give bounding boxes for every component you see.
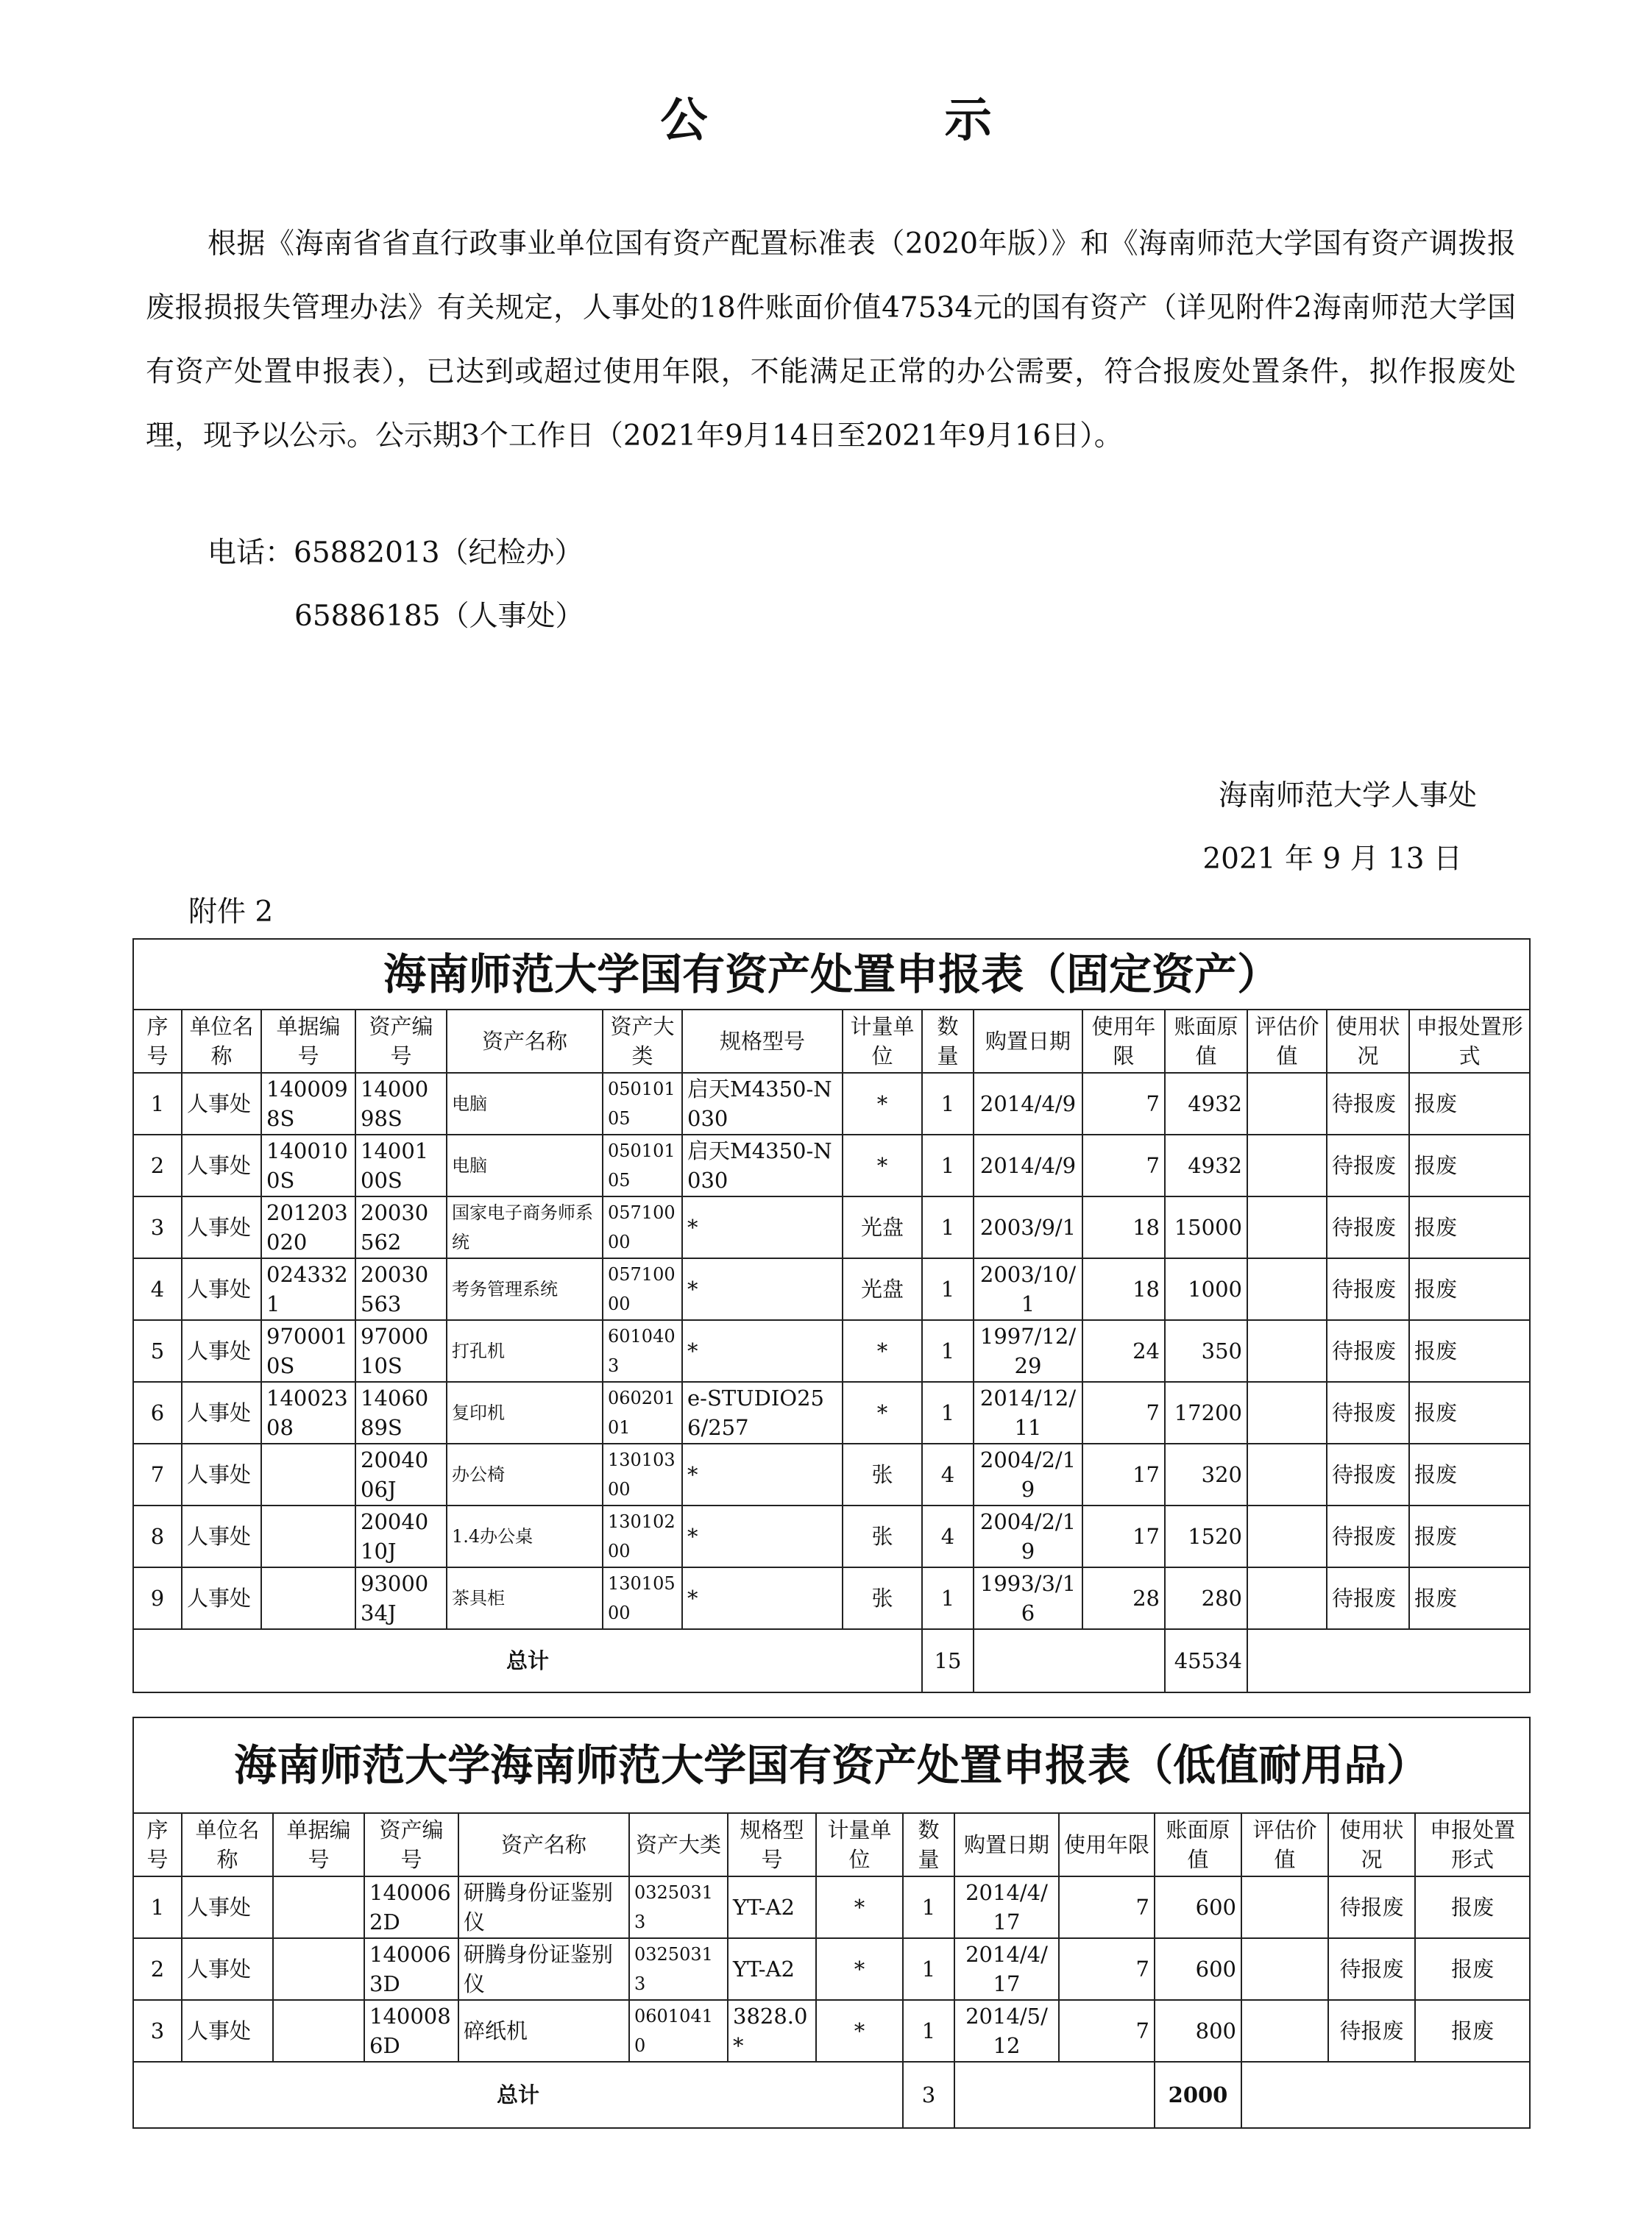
- cell-measure-unit: 张: [843, 1506, 922, 1567]
- total-book-value: 2000: [1155, 2062, 1241, 2128]
- cell-measure-unit: *: [843, 1135, 922, 1196]
- cell-asset-no: 1400098S: [355, 1073, 447, 1135]
- cell-seq: 1: [133, 1876, 182, 1938]
- cell-doc-no: 1400098S: [261, 1073, 355, 1135]
- cell-category: 03250313: [629, 1876, 728, 1938]
- cell-asset-name: 打孔机: [447, 1320, 603, 1382]
- cell-category: 13010200: [603, 1506, 682, 1567]
- cell-measure-unit: *: [816, 1876, 903, 1938]
- table-row: [133, 1938, 1530, 2000]
- header-book-value: 账面原值: [1165, 1010, 1247, 1073]
- cell-unit: 人事处: [182, 2000, 273, 2062]
- cell-book-value: 17200: [1165, 1382, 1247, 1444]
- signature-org: 海南师范大学人事处: [1218, 779, 1477, 812]
- cell-seq: 4: [133, 1258, 182, 1320]
- cell-category: 05010105: [603, 1073, 682, 1135]
- cell-disposal-form: 报废: [1409, 1073, 1530, 1135]
- header-unit: 单位名称: [182, 1010, 261, 1073]
- cell-service-life: 24: [1082, 1320, 1165, 1382]
- header-purchase-date: 购置日期: [974, 1010, 1082, 1073]
- cell-category: 05010105: [603, 1135, 682, 1196]
- table-row: [133, 1258, 1530, 1320]
- cell-asset-name: 电脑: [447, 1135, 603, 1196]
- cell-spec: *: [682, 1320, 843, 1382]
- cell-measure-unit: 张: [843, 1567, 922, 1629]
- cell-disposal-form: 报废: [1415, 1938, 1530, 2000]
- cell-spec: 3828.0*: [728, 2000, 816, 2062]
- cell-doc-no: 9700010S: [261, 1320, 355, 1382]
- cell-assessed-value: [1247, 1567, 1327, 1629]
- fixed-assets-table: [132, 938, 1531, 1693]
- cell-status: 待报废: [1327, 1382, 1409, 1444]
- cell-service-life: 17: [1082, 1444, 1165, 1506]
- header-category: 资产大类: [603, 1010, 682, 1073]
- total-quantity: 15: [922, 1629, 974, 1692]
- cell-spec: 启天M4350-N030: [682, 1135, 843, 1196]
- header-doc-no: 单据编号: [273, 1813, 364, 1876]
- table-row: [133, 1876, 1530, 1938]
- cell-assessed-value: [1241, 1938, 1328, 2000]
- cell-status: 待报废: [1327, 1135, 1409, 1196]
- cell-assessed-value: [1247, 1320, 1327, 1382]
- header-asset-no: 资产编号: [355, 1010, 447, 1073]
- cell-seq: 2: [133, 1938, 182, 2000]
- signature-date: 2021 年 9 月 13 日: [1202, 843, 1462, 876]
- cell-qty: 1: [922, 1196, 974, 1258]
- cell-disposal-form: 报废: [1409, 1382, 1530, 1444]
- table-row: [133, 1444, 1530, 1506]
- cell-purchase-date: 2003/10/1: [974, 1258, 1082, 1320]
- cell-purchase-date: 2014/5/12: [954, 2000, 1059, 2062]
- cell-assessed-value: [1247, 1506, 1327, 1567]
- cell-book-value: 600: [1155, 1938, 1241, 2000]
- cell-asset-no: 9700010S: [355, 1320, 447, 1382]
- header-assessed-value: 评估价值: [1241, 1813, 1328, 1876]
- cell-status: 待报废: [1328, 1938, 1415, 2000]
- header-seq: 序号: [133, 1813, 182, 1876]
- cell-asset-name: 研腾身份证鉴别仪: [458, 1938, 629, 2000]
- cell-purchase-date: 2014/4/9: [974, 1135, 1082, 1196]
- table-header-row: [133, 1813, 1530, 1876]
- header-service-life: 使用年限: [1082, 1010, 1165, 1073]
- cell-qty: 4: [922, 1506, 974, 1567]
- cell-status: 待报废: [1327, 1444, 1409, 1506]
- cell-seq: 2: [133, 1135, 182, 1196]
- cell-disposal-form: 报废: [1415, 1876, 1530, 1938]
- header-category: 资产大类: [629, 1813, 728, 1876]
- total-empty: [1241, 2062, 1530, 2128]
- cell-measure-unit: *: [816, 2000, 903, 2062]
- cell-measure-unit: *: [843, 1382, 922, 1444]
- cell-category: 05710000: [603, 1258, 682, 1320]
- cell-book-value: 1000: [1165, 1258, 1247, 1320]
- cell-unit: 人事处: [182, 1876, 273, 1938]
- cell-qty: 1: [922, 1382, 974, 1444]
- header-unit: 单位名称: [182, 1813, 273, 1876]
- cell-asset-no: 2004010J: [355, 1506, 447, 1567]
- cell-doc-no: [261, 1444, 355, 1506]
- cell-unit: 人事处: [182, 1320, 261, 1382]
- header-doc-no: 单据编号: [261, 1010, 355, 1073]
- cell-asset-no: 1400062D: [364, 1876, 458, 1938]
- attachment-label: 附件 2: [188, 896, 274, 929]
- cell-purchase-date: 1997/12/29: [974, 1320, 1082, 1382]
- total-book-value: 45534: [1165, 1629, 1247, 1692]
- cell-asset-no: 9300034J: [355, 1567, 447, 1629]
- cell-category: 06020101: [603, 1382, 682, 1444]
- fixed-assets-title: 海南师范大学国有资产处置申报表（固定资产）: [133, 939, 1530, 1010]
- header-service-life: 使用年限: [1059, 1813, 1155, 1876]
- cell-service-life: 7: [1082, 1135, 1165, 1196]
- cell-asset-no: 1400063D: [364, 1938, 458, 2000]
- cell-spec: YT-A2: [728, 1938, 816, 2000]
- cell-seq: 3: [133, 2000, 182, 2062]
- cell-purchase-date: 2004/2/19: [974, 1444, 1082, 1506]
- cell-asset-no: 1406089S: [355, 1382, 447, 1444]
- header-spec: 规格型号: [682, 1010, 843, 1073]
- cell-spec: *: [682, 1196, 843, 1258]
- cell-doc-no: [261, 1567, 355, 1629]
- phone-row-1: [208, 530, 584, 571]
- total-empty: [1247, 1629, 1530, 1692]
- cell-seq: 9: [133, 1567, 182, 1629]
- cell-measure-unit: *: [843, 1073, 922, 1135]
- cell-book-value: 600: [1155, 1876, 1241, 1938]
- cell-status: 待报废: [1327, 1073, 1409, 1135]
- cell-qty: 1: [922, 1258, 974, 1320]
- cell-asset-name: 碎纸机: [458, 2000, 629, 2062]
- cell-disposal-form: 报废: [1415, 2000, 1530, 2062]
- cell-asset-name: 1.4办公桌: [447, 1506, 603, 1567]
- header-disposal-form: 申报处置形式: [1409, 1010, 1530, 1073]
- cell-assessed-value: [1247, 1073, 1327, 1135]
- cell-asset-name: 研腾身份证鉴别仪: [458, 1876, 629, 1938]
- cell-assessed-value: [1241, 2000, 1328, 2062]
- header-qty: 数量: [922, 1010, 974, 1073]
- total-label: 总计: [133, 1629, 922, 1692]
- cell-seq: 3: [133, 1196, 182, 1258]
- cell-purchase-date: 2014/4/9: [974, 1073, 1082, 1135]
- table-row: [133, 1073, 1530, 1135]
- cell-assessed-value: [1247, 1258, 1327, 1320]
- cell-doc-no: 14002308: [261, 1382, 355, 1444]
- cell-spec: *: [682, 1444, 843, 1506]
- cell-service-life: 7: [1059, 1876, 1155, 1938]
- cell-status: 待报废: [1327, 1567, 1409, 1629]
- total-quantity: 3: [903, 2062, 954, 2128]
- cell-doc-no: [273, 2000, 364, 2062]
- cell-assessed-value: [1247, 1382, 1327, 1444]
- cell-doc-no: 201203020: [261, 1196, 355, 1258]
- header-spec: 规格型号: [728, 1813, 816, 1876]
- cell-book-value: 1520: [1165, 1506, 1247, 1567]
- cell-measure-unit: 光盘: [843, 1258, 922, 1320]
- cell-doc-no: [273, 1876, 364, 1938]
- cell-service-life: 18: [1082, 1258, 1165, 1320]
- cell-purchase-date: 2014/4/17: [954, 1876, 1059, 1938]
- cell-unit: 人事处: [182, 1444, 261, 1506]
- cell-category: 13010300: [603, 1444, 682, 1506]
- header-asset-name: 资产名称: [458, 1813, 629, 1876]
- cell-book-value: 280: [1165, 1567, 1247, 1629]
- cell-unit: 人事处: [182, 1073, 261, 1135]
- cell-spec: e-STUDIO256/257: [682, 1382, 843, 1444]
- total-row: [133, 2062, 1530, 2128]
- cell-unit: 人事处: [182, 1938, 273, 2000]
- cell-seq: 8: [133, 1506, 182, 1567]
- cell-disposal-form: 报废: [1409, 1567, 1530, 1629]
- cell-status: 待报废: [1328, 1876, 1415, 1938]
- total-label: 总计: [133, 2062, 903, 2128]
- cell-service-life: 18: [1082, 1196, 1165, 1258]
- low-value-assets-title: 海南师范大学海南师范大学国有资产处置申报表（低值耐用品）: [133, 1717, 1530, 1813]
- cell-qty: 1: [922, 1135, 974, 1196]
- cell-book-value: 4932: [1165, 1073, 1247, 1135]
- cell-asset-name: 国家电子商务师系统: [447, 1196, 603, 1258]
- header-purchase-date: 购置日期: [954, 1813, 1059, 1876]
- total-row: [133, 1629, 1530, 1692]
- cell-disposal-form: 报废: [1409, 1320, 1530, 1382]
- cell-disposal-form: 报废: [1409, 1196, 1530, 1258]
- cell-status: 待报废: [1327, 1258, 1409, 1320]
- cell-seq: 6: [133, 1382, 182, 1444]
- cell-purchase-date: 2004/2/19: [974, 1506, 1082, 1567]
- cell-spec: 启天M4350-N030: [682, 1073, 843, 1135]
- cell-doc-no: [273, 1938, 364, 2000]
- cell-purchase-date: 2014/4/17: [954, 1938, 1059, 2000]
- header-measure-unit: 计量单位: [816, 1813, 903, 1876]
- table-row: [133, 1196, 1530, 1258]
- cell-assessed-value: [1247, 1444, 1327, 1506]
- cell-purchase-date: 2003/9/1: [974, 1196, 1082, 1258]
- cell-unit: 人事处: [182, 1135, 261, 1196]
- cell-service-life: 7: [1082, 1382, 1165, 1444]
- header-asset-no: 资产编号: [364, 1813, 458, 1876]
- cell-seq: 1: [133, 1073, 182, 1135]
- cell-asset-no: 20030563: [355, 1258, 447, 1320]
- cell-spec: YT-A2: [728, 1876, 816, 1938]
- cell-category: 05710000: [603, 1196, 682, 1258]
- cell-seq: 5: [133, 1320, 182, 1382]
- table-row: [133, 1320, 1530, 1382]
- cell-book-value: 15000: [1165, 1196, 1247, 1258]
- header-qty: 数量: [903, 1813, 954, 1876]
- cell-qty: 1: [903, 2000, 954, 2062]
- cell-service-life: 7: [1059, 1938, 1155, 2000]
- cell-disposal-form: 报废: [1409, 1444, 1530, 1506]
- cell-seq: 7: [133, 1444, 182, 1506]
- table-row: [133, 1382, 1530, 1444]
- cell-service-life: 7: [1059, 2000, 1155, 2062]
- header-disposal-form: 申报处置形式: [1415, 1813, 1530, 1876]
- header-measure-unit: 计量单位: [843, 1010, 922, 1073]
- cell-qty: 1: [903, 1876, 954, 1938]
- cell-measure-unit: 光盘: [843, 1196, 922, 1258]
- cell-category: 03250313: [629, 1938, 728, 2000]
- cell-assessed-value: [1247, 1196, 1327, 1258]
- cell-doc-no: [261, 1506, 355, 1567]
- cell-asset-name: 考务管理系统: [447, 1258, 603, 1320]
- cell-qty: 1: [922, 1567, 974, 1629]
- cell-spec: *: [682, 1506, 843, 1567]
- cell-doc-no: 0243321: [261, 1258, 355, 1320]
- cell-status: 待报废: [1327, 1196, 1409, 1258]
- cell-unit: 人事处: [182, 1196, 261, 1258]
- cell-qty: 1: [922, 1073, 974, 1135]
- cell-asset-no: 2004006J: [355, 1444, 447, 1506]
- cell-assessed-value: [1247, 1135, 1327, 1196]
- cell-assessed-value: [1241, 1876, 1328, 1938]
- cell-asset-no: 1400100S: [355, 1135, 447, 1196]
- total-empty: [974, 1629, 1165, 1692]
- cell-category: 06010410: [629, 2000, 728, 2062]
- cell-book-value: 320: [1165, 1444, 1247, 1506]
- cell-unit: 人事处: [182, 1506, 261, 1567]
- header-status: 使用状况: [1328, 1813, 1415, 1876]
- cell-category: 13010500: [603, 1567, 682, 1629]
- header-book-value: 账面原值: [1155, 1813, 1241, 1876]
- cell-measure-unit: 张: [843, 1444, 922, 1506]
- cell-book-value: 800: [1155, 2000, 1241, 2062]
- table-header-row: [133, 1010, 1530, 1073]
- cell-service-life: 7: [1082, 1073, 1165, 1135]
- cell-asset-name: 茶具柜: [447, 1567, 603, 1629]
- table-row: [133, 2000, 1530, 2062]
- cell-service-life: 28: [1082, 1567, 1165, 1629]
- cell-measure-unit: *: [843, 1320, 922, 1382]
- cell-service-life: 17: [1082, 1506, 1165, 1567]
- cell-status: 待报废: [1327, 1506, 1409, 1567]
- cell-disposal-form: 报废: [1409, 1258, 1530, 1320]
- cell-category: 6010403: [603, 1320, 682, 1382]
- table-row: [133, 1567, 1530, 1629]
- table-row: [133, 1135, 1530, 1196]
- cell-qty: 1: [922, 1320, 974, 1382]
- cell-unit: 人事处: [182, 1382, 261, 1444]
- notice-paragraph: 根据《海南省省直行政事业单位国有资产配置标准表（2020年版）》和《海南师范大学国有资产调拨报废报损报失管理办法》有关规定，人事处的18件账面价值47534元的国有资产（详见附件2海南师范大学国有资产处置申报表），已达到或超过使用年限，不能满足正常的办公需要，符合报废处置条件，拟作报废处理，现予以公示。公示期3个工作日（2021年9月14日至2021年9月16日）。: [146, 227, 1516, 453]
- header-status: 使用状况: [1327, 1010, 1409, 1073]
- phone-number-2: 65886185（人事处）: [294, 600, 584, 633]
- cell-purchase-date: 2014/12/11: [974, 1382, 1082, 1444]
- cell-measure-unit: *: [816, 1938, 903, 2000]
- cell-status: 待报废: [1328, 2000, 1415, 2062]
- cell-doc-no: 1400100S: [261, 1135, 355, 1196]
- cell-asset-name: 办公椅: [447, 1444, 603, 1506]
- cell-disposal-form: 报废: [1409, 1135, 1530, 1196]
- cell-book-value: 4932: [1165, 1135, 1247, 1196]
- cell-asset-name: 电脑: [447, 1073, 603, 1135]
- cell-unit: 人事处: [182, 1567, 261, 1629]
- header-asset-name: 资产名称: [447, 1010, 603, 1073]
- table-row: [133, 1506, 1530, 1567]
- cell-unit: 人事处: [182, 1258, 261, 1320]
- phone-label: 电话：: [208, 536, 294, 570]
- cell-spec: *: [682, 1567, 843, 1629]
- notice-title: 公 示: [660, 93, 1102, 148]
- cell-qty: 1: [903, 1938, 954, 2000]
- cell-purchase-date: 1993/3/16: [974, 1567, 1082, 1629]
- phone-number-1: 65882013（纪检办）: [294, 536, 584, 570]
- cell-book-value: 350: [1165, 1320, 1247, 1382]
- cell-qty: 4: [922, 1444, 974, 1506]
- cell-asset-no: 1400086D: [364, 2000, 458, 2062]
- total-empty: [954, 2062, 1155, 2128]
- header-assessed-value: 评估价值: [1247, 1010, 1327, 1073]
- cell-asset-no: 20030562: [355, 1196, 447, 1258]
- cell-disposal-form: 报废: [1409, 1506, 1530, 1567]
- cell-asset-name: 复印机: [447, 1382, 603, 1444]
- cell-status: 待报废: [1327, 1320, 1409, 1382]
- cell-spec: *: [682, 1258, 843, 1320]
- low-value-assets-table: [132, 1717, 1531, 2129]
- header-seq: 序号: [133, 1010, 182, 1073]
